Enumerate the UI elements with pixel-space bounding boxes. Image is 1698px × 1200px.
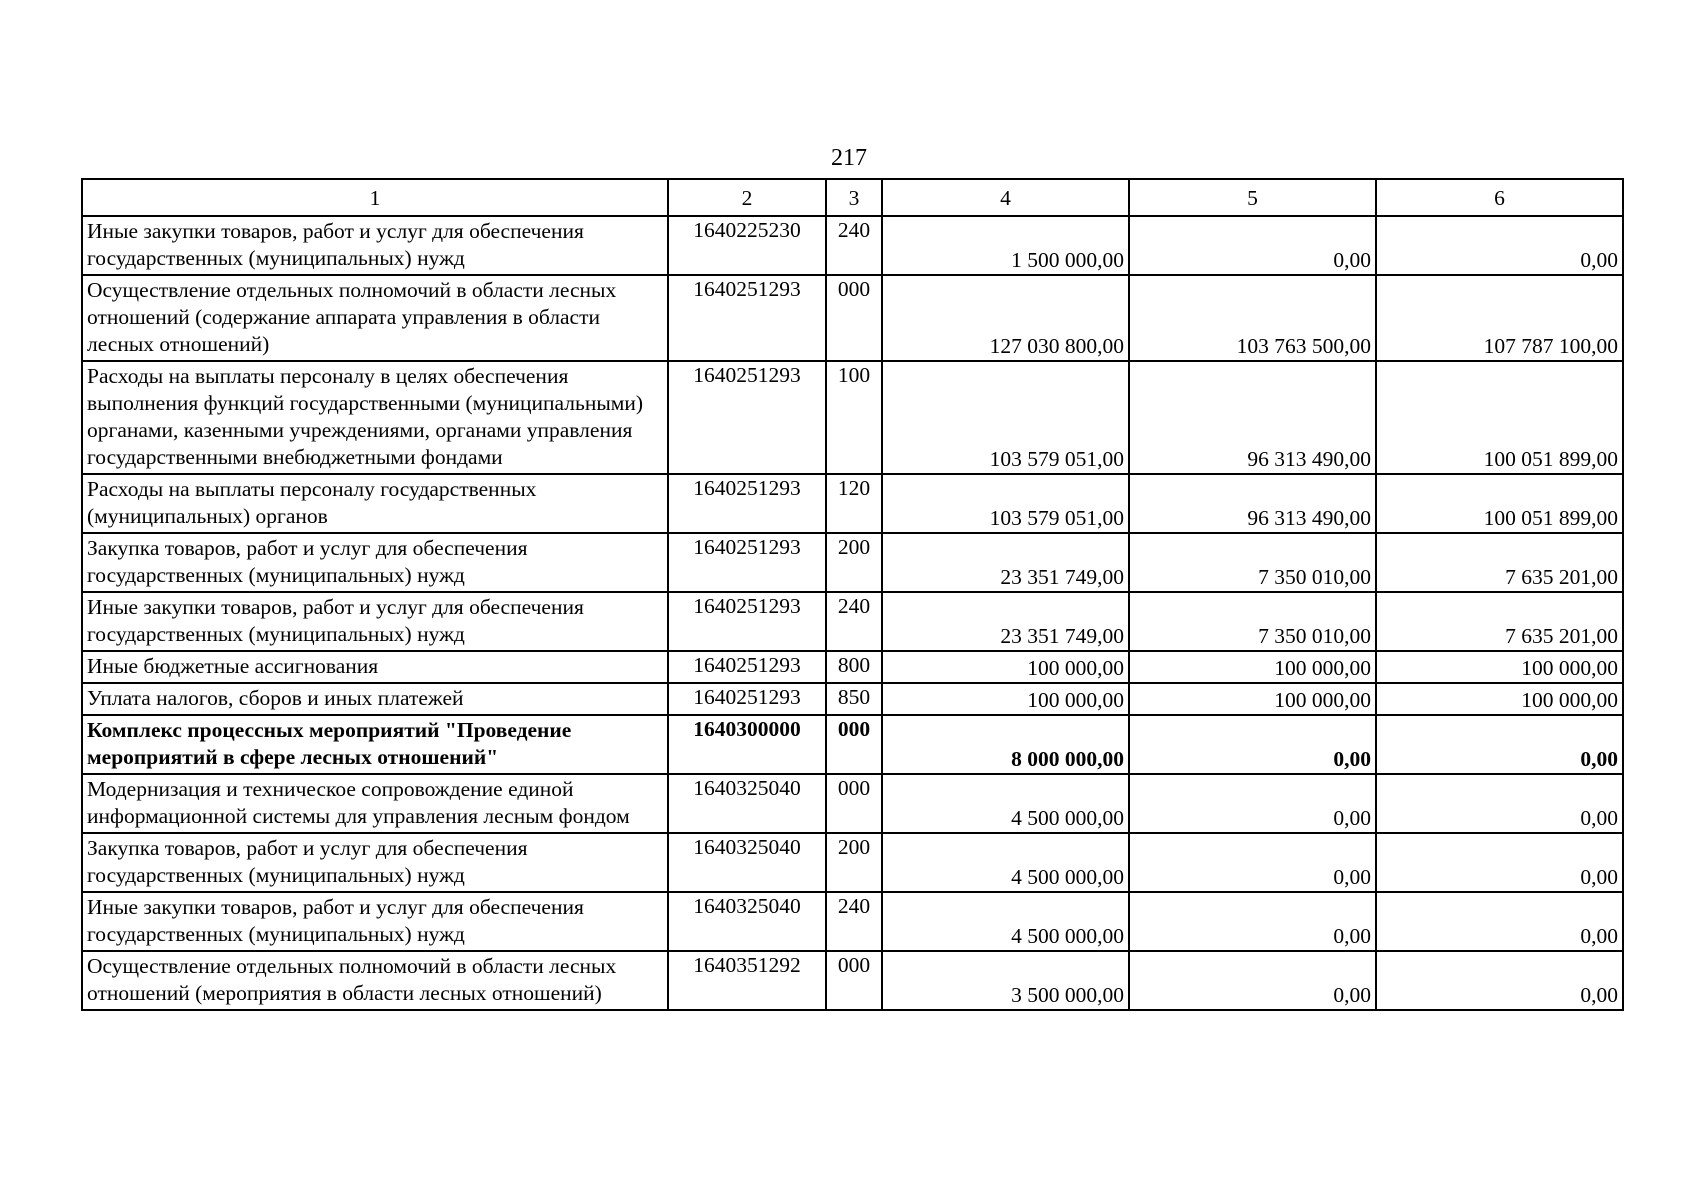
row-amount-col-4: 100 000,00 <box>882 651 1129 683</box>
table-row <box>82 361 1623 474</box>
row-amount-col-6: 0,00 <box>1376 216 1623 275</box>
row-amount-col-5: 0,00 <box>1129 216 1376 275</box>
row-target-code: 1640325040 <box>668 774 826 833</box>
row-expense-type: 240 <box>826 216 882 275</box>
row-target-code: 1640251293 <box>668 651 826 683</box>
row-amount-col-4: 4 500 000,00 <box>882 774 1129 833</box>
row-amount-col-6: 107 787 100,00 <box>1376 275 1623 361</box>
row-amount-col-6: 0,00 <box>1376 715 1623 774</box>
row-amount-col-5: 7 350 010,00 <box>1129 533 1376 592</box>
row-amount-col-4: 8 000 000,00 <box>882 715 1129 774</box>
row-target-code: 1640325040 <box>668 892 826 951</box>
row-name: Закупка товаров, работ и услуг для обеспечения государственных (муниципальных) нужд <box>82 533 668 592</box>
row-expense-type: 800 <box>826 651 882 683</box>
row-expense-type: 850 <box>826 683 882 715</box>
row-amount-col-5: 7 350 010,00 <box>1129 592 1376 651</box>
row-amount-col-5: 100 000,00 <box>1129 683 1376 715</box>
row-amount-col-4: 23 351 749,00 <box>882 592 1129 651</box>
table-row <box>82 892 1623 951</box>
table-row <box>82 275 1623 361</box>
header-col-6: 6 <box>1376 179 1623 216</box>
row-expense-type: 240 <box>826 892 882 951</box>
header-col-1: 1 <box>82 179 668 216</box>
row-amount-col-5: 0,00 <box>1129 892 1376 951</box>
table-row <box>82 833 1623 892</box>
row-target-code: 1640251293 <box>668 474 826 533</box>
header-col-3: 3 <box>826 179 882 216</box>
row-target-code: 1640351292 <box>668 951 826 1010</box>
row-amount-col-4: 127 030 800,00 <box>882 275 1129 361</box>
row-amount-col-6: 0,00 <box>1376 951 1623 1010</box>
row-target-code: 1640251293 <box>668 683 826 715</box>
row-amount-col-6: 7 635 201,00 <box>1376 592 1623 651</box>
row-expense-type: 000 <box>826 275 882 361</box>
row-name: Комплекс процессных мероприятий "Проведение мероприятий в сфере лесных отношений" <box>82 715 668 774</box>
row-amount-col-5: 0,00 <box>1129 833 1376 892</box>
row-target-code: 1640251293 <box>668 275 826 361</box>
row-amount-col-5: 0,00 <box>1129 774 1376 833</box>
row-target-code: 1640251293 <box>668 361 826 474</box>
row-expense-type: 000 <box>826 951 882 1010</box>
row-name: Расходы на выплаты персоналу государственных (муниципальных) органов <box>82 474 668 533</box>
row-target-code: 1640251293 <box>668 533 826 592</box>
row-amount-col-4: 103 579 051,00 <box>882 474 1129 533</box>
row-amount-col-6: 100 000,00 <box>1376 651 1623 683</box>
row-name: Модернизация и техническое сопровождение единой информационной системы для управления лесным фондом <box>82 774 668 833</box>
row-amount-col-6: 7 635 201,00 <box>1376 533 1623 592</box>
header-col-4: 4 <box>882 179 1129 216</box>
row-expense-type: 200 <box>826 533 882 592</box>
header-row <box>82 179 1623 216</box>
row-expense-type: 240 <box>826 592 882 651</box>
row-amount-col-6: 100 000,00 <box>1376 683 1623 715</box>
row-name: Осуществление отдельных полномочий в области лесных отношений (мероприятия в области лесных отношений) <box>82 951 668 1010</box>
table-row <box>82 592 1623 651</box>
row-target-code: 1640300000 <box>668 715 826 774</box>
row-name: Расходы на выплаты персоналу в целях обеспечения выполнения функций государственными (муниципальными) органами, казенными учреждениями, органами управления государственными внебюджетными фондами <box>82 361 668 474</box>
row-amount-col-5: 103 763 500,00 <box>1129 275 1376 361</box>
row-name: Уплата налогов, сборов и иных платежей <box>82 683 668 715</box>
row-amount-col-4: 1 500 000,00 <box>882 216 1129 275</box>
table-row <box>82 715 1623 774</box>
row-target-code: 1640325040 <box>668 833 826 892</box>
row-amount-col-5: 0,00 <box>1129 715 1376 774</box>
row-amount-col-4: 4 500 000,00 <box>882 833 1129 892</box>
row-amount-col-4: 23 351 749,00 <box>882 533 1129 592</box>
table-row <box>82 533 1623 592</box>
header-col-5: 5 <box>1129 179 1376 216</box>
row-name: Иные закупки товаров, работ и услуг для обеспечения государственных (муниципальных) нужд <box>82 216 668 275</box>
row-target-code: 1640251293 <box>668 592 826 651</box>
table-row <box>82 774 1623 833</box>
page-number: 217 <box>831 145 867 171</box>
row-amount-col-5: 96 313 490,00 <box>1129 474 1376 533</box>
row-expense-type: 100 <box>826 361 882 474</box>
row-amount-col-4: 103 579 051,00 <box>882 361 1129 474</box>
table-row <box>82 216 1623 275</box>
row-amount-col-6: 100 051 899,00 <box>1376 474 1623 533</box>
row-amount-col-5: 96 313 490,00 <box>1129 361 1376 474</box>
row-amount-col-6: 0,00 <box>1376 892 1623 951</box>
row-amount-col-5: 100 000,00 <box>1129 651 1376 683</box>
row-amount-col-5: 0,00 <box>1129 951 1376 1010</box>
row-name: Иные бюджетные ассигнования <box>82 651 668 683</box>
row-expense-type: 200 <box>826 833 882 892</box>
table-row <box>82 951 1623 1010</box>
row-target-code: 1640225230 <box>668 216 826 275</box>
row-amount-col-4: 4 500 000,00 <box>882 892 1129 951</box>
budget-table <box>81 178 1624 1011</box>
row-name: Осуществление отдельных полномочий в области лесных отношений (содержание аппарата управления в области лесных отношений) <box>82 275 668 361</box>
table-body <box>82 216 1623 1010</box>
row-amount-col-6: 0,00 <box>1376 833 1623 892</box>
header-col-2: 2 <box>668 179 826 216</box>
table-row <box>82 651 1623 683</box>
row-expense-type: 000 <box>826 774 882 833</box>
row-name: Иные закупки товаров, работ и услуг для обеспечения государственных (муниципальных) нужд <box>82 892 668 951</box>
row-name: Закупка товаров, работ и услуг для обеспечения государственных (муниципальных) нужд <box>82 833 668 892</box>
row-name: Иные закупки товаров, работ и услуг для обеспечения государственных (муниципальных) нужд <box>82 592 668 651</box>
row-amount-col-4: 100 000,00 <box>882 683 1129 715</box>
table-row <box>82 474 1623 533</box>
table-row <box>82 683 1623 715</box>
row-amount-col-6: 0,00 <box>1376 774 1623 833</box>
row-amount-col-4: 3 500 000,00 <box>882 951 1129 1010</box>
row-expense-type: 000 <box>826 715 882 774</box>
table-header <box>82 179 1623 216</box>
row-expense-type: 120 <box>826 474 882 533</box>
row-amount-col-6: 100 051 899,00 <box>1376 361 1623 474</box>
